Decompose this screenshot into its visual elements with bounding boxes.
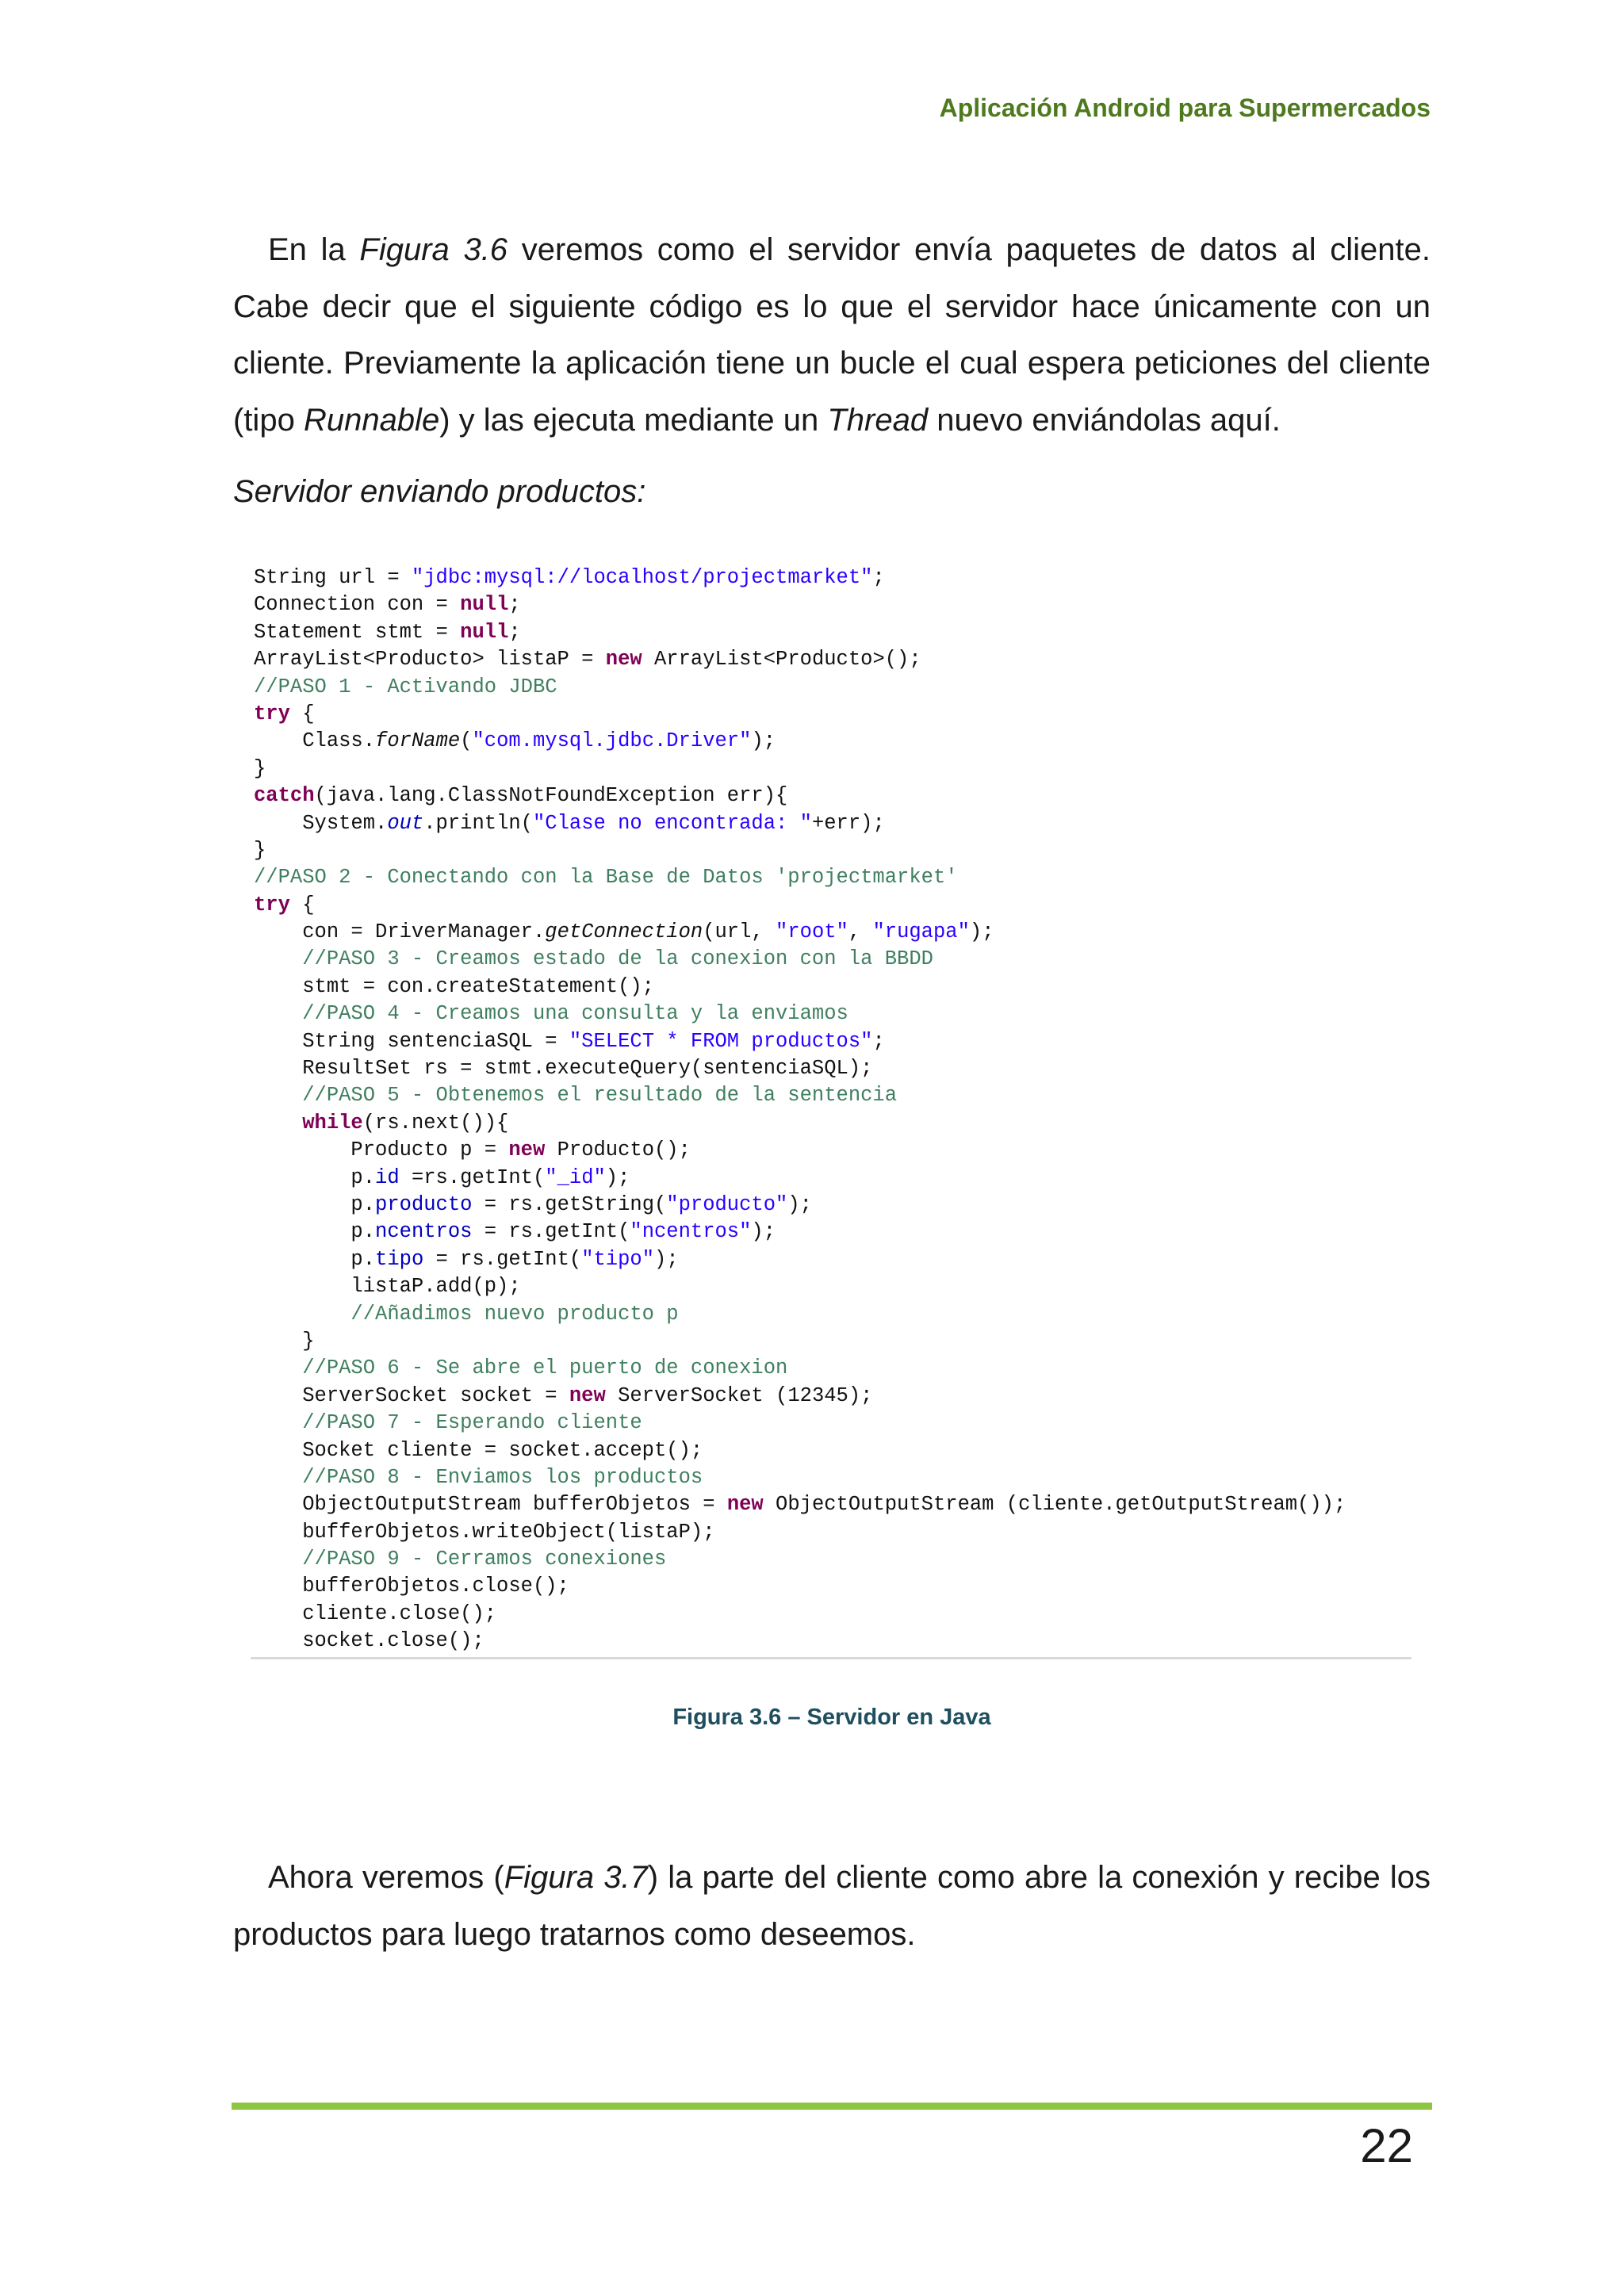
runnable-term: Runnable <box>303 403 440 438</box>
code-line <box>254 756 1411 783</box>
code-token: try <box>254 893 290 916</box>
code-token: = rs.getString( <box>472 1192 667 1216</box>
code-token: tipo <box>375 1247 424 1271</box>
code-line <box>254 1546 1411 1573</box>
code-token: (url, <box>703 920 776 944</box>
code-token: "rugapa" <box>872 920 970 944</box>
code-token: "com.mysql.jdbc.Driver" <box>472 729 752 753</box>
code-line <box>254 864 1411 891</box>
code-token: (rs.next()){ <box>362 1111 509 1135</box>
code-token: "Clase no encontrada: " <box>532 811 812 835</box>
code-token: p. <box>254 1165 376 1189</box>
code-token: "ncentros" <box>630 1220 752 1244</box>
code-token: ServerSocket socket = <box>254 1383 569 1407</box>
code-line <box>254 837 1411 864</box>
closing-text-2: ) la parte del cliente como abre la conexión y recibe los productos para luego tratarnos como deseemos. <box>233 1860 1431 1952</box>
code-token: ResultSet rs = stmt.executeQuery(sentenciaSQL); <box>254 1057 873 1081</box>
footer-rule <box>232 2103 1432 2110</box>
closing-paragraph <box>233 1850 1431 1963</box>
code-token: ); <box>751 729 776 753</box>
code-token: ArrayList<Producto> listaP = <box>254 648 606 672</box>
code-divider <box>251 1657 1411 1659</box>
code-token: producto <box>375 1192 473 1216</box>
code-token: bufferObjetos.close(); <box>254 1575 569 1598</box>
code-token: } <box>254 838 266 862</box>
code-token: socket.close(); <box>254 1629 485 1653</box>
intro-text-3: ) y las ejecuta mediante un <box>439 403 828 438</box>
code-token: .println( <box>423 811 533 835</box>
code-token: { <box>289 702 315 725</box>
code-line <box>254 1328 1411 1355</box>
code-token: Class. <box>254 729 376 753</box>
code-line <box>254 1628 1411 1655</box>
code-token: listaP.add(p); <box>254 1275 521 1299</box>
intro-text-4: nuevo enviándolas aquí. <box>928 403 1281 438</box>
intro-text-2: veremos como el servidor envía paquetes de datos al cliente. Cabe decir que el siguiente código es lo que el servidor hace únicamente con un cliente. Previamente la aplicación tiene un bucle el cual espera peticiones del cliente (tipo <box>233 232 1431 438</box>
code-token: ); <box>751 1220 776 1244</box>
code-line <box>254 974 1411 1001</box>
code-token: , <box>848 920 873 944</box>
code-token: Statement stmt = <box>254 620 461 644</box>
closing-text-1: Ahora veremos ( <box>268 1860 504 1895</box>
code-line <box>254 591 1411 618</box>
code-token: //PASO 6 - Se abre el puerto de conexion <box>254 1357 788 1380</box>
code-token: ObjectOutputStream (cliente.getOutputStream()); <box>763 1493 1346 1517</box>
code-token: id <box>375 1165 400 1189</box>
code-token: ); <box>969 920 994 944</box>
code-token: } <box>254 756 266 780</box>
code-line <box>254 1464 1411 1491</box>
code-line <box>254 1055 1411 1082</box>
code-token: ( <box>460 729 473 753</box>
code-token: { <box>289 893 315 916</box>
code-line <box>254 701 1411 728</box>
figure-reference: Figura 3.6 <box>359 232 508 267</box>
code-token: ); <box>654 1247 679 1271</box>
code-line <box>254 919 1411 946</box>
code-listing <box>254 564 1411 1655</box>
code-token: "SELECT * FROM productos" <box>569 1029 873 1053</box>
code-token: "_id" <box>545 1165 606 1189</box>
intro-text-1: En la <box>268 232 360 267</box>
code-token: Producto(); <box>545 1138 691 1162</box>
code-line <box>254 810 1411 837</box>
code-token: = rs.getInt( <box>472 1220 630 1244</box>
code-token: cliente.close(); <box>254 1601 497 1625</box>
code-token: ArrayList<Producto>(); <box>642 648 921 672</box>
code-token: ncentros <box>375 1220 473 1244</box>
figure-caption: Figura 3.6 – Servidor en Java <box>672 1705 991 1730</box>
code-line <box>254 1110 1411 1137</box>
code-line <box>254 1355 1411 1382</box>
code-token: p. <box>254 1247 376 1271</box>
page-number: 22 <box>1360 2119 1413 2172</box>
code-token: getConnection <box>545 920 703 944</box>
code-token: ; <box>508 593 521 617</box>
code-token: new <box>726 1493 764 1517</box>
code-line <box>254 1192 1411 1219</box>
code-token: new <box>605 648 642 672</box>
code-token: //PASO 9 - Cerramos conexiones <box>254 1548 667 1571</box>
code-token: //PASO 7 - Esperando cliente <box>254 1411 642 1435</box>
code-line <box>254 946 1411 973</box>
code-line <box>254 619 1411 646</box>
code-token: null <box>460 620 509 644</box>
code-token: //PASO 5 - Obtenemos el resultado de la sentencia <box>254 1084 898 1108</box>
running-header: Aplicación Android para Supermercados <box>939 94 1431 122</box>
code-token: while <box>302 1111 363 1135</box>
code-token: Producto p = <box>254 1138 509 1162</box>
code-token: ); <box>605 1165 630 1189</box>
code-token: forName <box>375 729 461 753</box>
code-line <box>254 1028 1411 1055</box>
code-token: =rs.getInt( <box>399 1165 546 1189</box>
code-token: "jdbc:mysql://localhost/projectmarket" <box>411 566 873 589</box>
section-subheading: Servidor enviando productos: <box>233 474 646 509</box>
code-token: = rs.getInt( <box>423 1247 582 1271</box>
code-line <box>254 1219 1411 1246</box>
code-token: catch <box>254 784 315 808</box>
code-token: //PASO 2 - Conectando con la Base de Datos 'projectmarket' <box>254 866 958 890</box>
code-token: } <box>254 1329 315 1353</box>
code-line <box>254 1573 1411 1600</box>
code-token: ; <box>872 566 885 589</box>
code-token: //PASO 1 - Activando JDBC <box>254 675 557 698</box>
code-line <box>254 1246 1411 1273</box>
code-token: //PASO 8 - Enviamos los productos <box>254 1465 703 1489</box>
code-token: //Añadimos nuevo producto p <box>254 1302 679 1326</box>
code-token: "tipo" <box>581 1247 655 1271</box>
code-line <box>254 783 1411 809</box>
code-token: con = DriverManager. <box>254 920 546 944</box>
code-token: try <box>254 702 290 725</box>
code-line <box>254 1001 1411 1027</box>
code-line <box>254 564 1411 591</box>
code-token: ObjectOutputStream bufferObjetos = <box>254 1493 727 1517</box>
figure-reference-2: Figura 3.7 <box>504 1860 648 1895</box>
thread-term: Thread <box>827 403 929 438</box>
code-token: "producto" <box>666 1192 788 1216</box>
code-line <box>254 1137 1411 1164</box>
code-token: p. <box>254 1220 376 1244</box>
code-token: null <box>460 593 509 617</box>
code-token: (java.lang.ClassNotFoundException err){ <box>314 784 788 808</box>
code-line <box>254 1437 1411 1464</box>
code-token: Connection con = <box>254 593 461 617</box>
code-token: System. <box>254 811 388 835</box>
code-token: p. <box>254 1192 376 1216</box>
code-line <box>254 646 1411 673</box>
code-line <box>254 1273 1411 1300</box>
code-token: ); <box>787 1192 812 1216</box>
code-token <box>254 1112 302 1135</box>
code-token: new <box>508 1138 546 1162</box>
code-line <box>254 1383 1411 1410</box>
code-line <box>254 1601 1411 1628</box>
code-line <box>254 1491 1411 1518</box>
code-token: stmt = con.createStatement(); <box>254 974 654 998</box>
code-token: //PASO 4 - Creamos una consulta y la enviamos <box>254 1002 848 1026</box>
code-line <box>254 892 1411 919</box>
code-token: new <box>569 1383 606 1407</box>
code-token: ; <box>508 620 521 644</box>
code-token: String url = <box>254 566 412 589</box>
code-token: +err); <box>811 811 885 835</box>
code-token: out <box>387 811 424 835</box>
code-line <box>254 1165 1411 1192</box>
code-line <box>254 728 1411 755</box>
code-token: String sentenciaSQL = <box>254 1029 569 1053</box>
code-token: "root" <box>776 920 848 944</box>
code-line <box>254 1082 1411 1109</box>
code-token: ; <box>872 1029 885 1053</box>
code-token: //PASO 3 - Creamos estado de la conexion con la BBDD <box>254 947 933 971</box>
code-line <box>254 1301 1411 1328</box>
code-line <box>254 1410 1411 1437</box>
code-token: Socket cliente = socket.accept(); <box>254 1438 703 1462</box>
intro-paragraph <box>233 222 1431 450</box>
code-line <box>254 674 1411 701</box>
code-token: bufferObjetos.writeObject(listaP); <box>254 1520 715 1544</box>
code-token: ServerSocket (12345); <box>605 1383 873 1407</box>
code-line <box>254 1519 1411 1546</box>
